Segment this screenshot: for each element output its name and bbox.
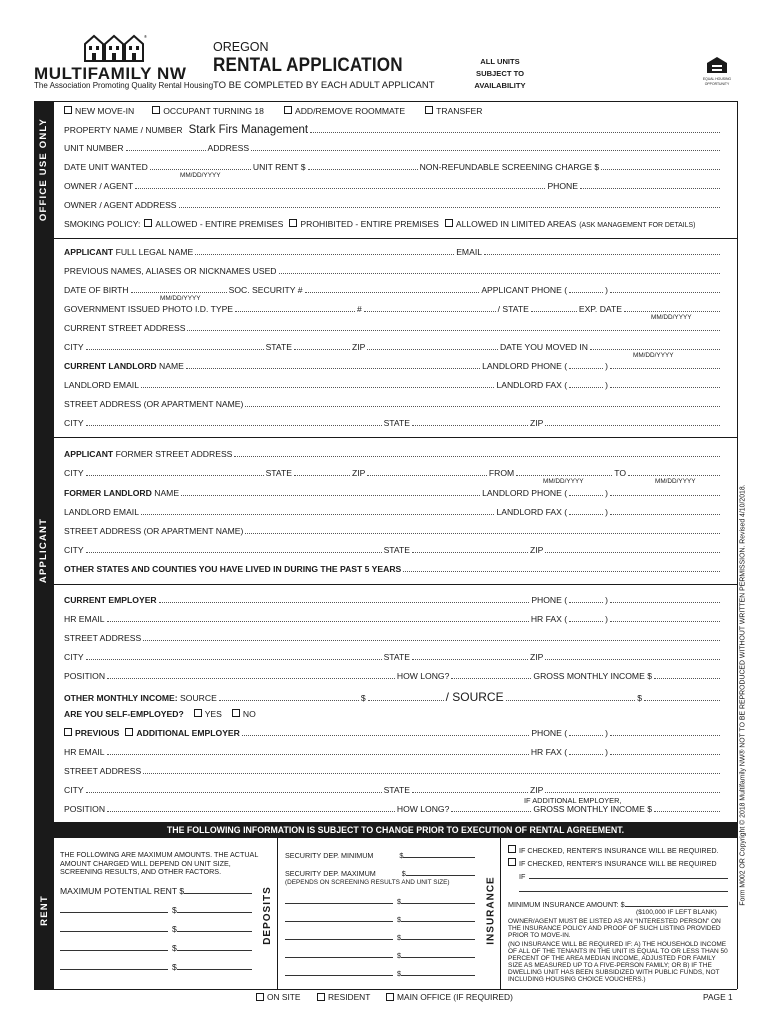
- position-field[interactable]: [107, 671, 395, 679]
- applicant-phone-area-field[interactable]: [569, 285, 603, 293]
- property-row: PROPERTY NAME / NUMBER Stark Firs Management: [64, 124, 722, 136]
- current-landlord-phone-area-field[interactable]: [569, 361, 603, 369]
- current-landlord-street-row: STREET ADDRESS (OR APARTMENT NAME): [64, 399, 722, 409]
- deposit-item-field[interactable]: [285, 896, 393, 904]
- insurance-if-row: IF: [519, 871, 728, 882]
- current-landlord-email-field[interactable]: [141, 380, 494, 388]
- office-checkbox-row: NEW MOVE-IN OCCUPANT TURNING 18 ADD/REMOVE ROOMMATE TRANSFER: [64, 106, 482, 116]
- current-landlord-fax-field[interactable]: [610, 380, 720, 388]
- id-type-field[interactable]: [235, 304, 355, 312]
- applicant-name-row: APPLICANT FULL LEGAL NAME EMAIL: [64, 247, 722, 257]
- owner-agent-row: OWNER / AGENT PHONE: [64, 181, 722, 191]
- position-row: POSITION HOW LONG? GROSS MONTHLY INCOME $: [64, 671, 722, 681]
- self-employed-yes-checkbox[interactable]: [194, 709, 202, 717]
- employer-city-field[interactable]: [86, 652, 382, 660]
- max-rent-field[interactable]: [184, 886, 252, 894]
- brand-name: MULTIFAMILY NW: [34, 64, 187, 83]
- owner-agent-field[interactable]: [135, 181, 545, 189]
- additional-hr-email-row: HR EMAIL HR FAX ( ): [64, 747, 722, 757]
- current-city-field[interactable]: [86, 342, 264, 350]
- owner-address-field[interactable]: [179, 200, 720, 208]
- additional-how-long-field[interactable]: [451, 804, 531, 812]
- add-remove-roommate-checkbox[interactable]: [284, 106, 292, 114]
- divider: [737, 822, 738, 989]
- hr-fax-area-field[interactable]: [569, 614, 603, 622]
- occupant-turning-18-checkbox[interactable]: [152, 106, 160, 114]
- footer-on-site: ON SITE: [256, 992, 301, 1002]
- owner-phone-field[interactable]: [580, 181, 720, 189]
- deposit-amount-field[interactable]: [401, 914, 475, 922]
- divider: [54, 584, 737, 585]
- ssn-field[interactable]: [305, 285, 480, 293]
- former-landlord-name-field[interactable]: [181, 488, 480, 496]
- unit-number-field[interactable]: [126, 143, 206, 151]
- other-income-amount-field[interactable]: [368, 693, 444, 701]
- min-insurance-field[interactable]: [625, 899, 728, 907]
- other-states-field[interactable]: [403, 564, 720, 572]
- divider: [277, 838, 278, 989]
- transfer-checkbox[interactable]: [425, 106, 433, 114]
- date-unit-wanted-field[interactable]: [150, 162, 251, 170]
- rent-item-field[interactable]: [60, 905, 168, 913]
- smoking-limited-checkbox[interactable]: [445, 219, 453, 227]
- divider: [34, 989, 737, 990]
- additional-employer-field[interactable]: [242, 728, 529, 736]
- previous-employer-checkbox[interactable]: [64, 728, 72, 736]
- former-landlord-email-field[interactable]: [141, 507, 494, 515]
- divider: [34, 101, 737, 102]
- equal-housing-logo: EQUAL HOUSING OPPORTUNITY: [702, 56, 732, 86]
- date-format-hint: MM/DD/YYYY: [180, 172, 221, 179]
- resident-checkbox[interactable]: [317, 993, 325, 1001]
- deposit-amount-field[interactable]: [401, 896, 475, 904]
- former-landlord-city-row: CITY STATE ZIP: [64, 545, 722, 555]
- dob-row: DATE OF BIRTH SOC. SECURITY # APPLICANT PHONE ( ): [64, 285, 722, 295]
- self-employed-row: ARE YOU SELF-EMPLOYED? YES NO: [64, 709, 256, 719]
- insurance-blank-note: ($100,000 IF LEFT BLANK): [636, 909, 717, 916]
- min-insurance-row: MINIMUM INSURANCE AMOUNT: $: [508, 899, 728, 910]
- former-landlord-email-row: LANDLORD EMAIL LANDLORD FAX ( ): [64, 507, 722, 517]
- former-landlord-zip-field[interactable]: [545, 545, 720, 553]
- rent-item-field[interactable]: [60, 924, 168, 932]
- former-city-field[interactable]: [86, 468, 264, 476]
- equal-housing-icon: [706, 56, 728, 74]
- date-of-birth-field[interactable]: [131, 285, 227, 293]
- additional-employer-phone-field[interactable]: [610, 728, 720, 736]
- change-notice-banner: THE FOLLOWING INFORMATION IS SUBJECT TO CHANGE PRIOR TO EXECUTION OF RENTAL AGREEMENT.: [54, 822, 737, 838]
- current-street-row: CURRENT STREET ADDRESS: [64, 323, 722, 333]
- page-number: PAGE 1: [703, 992, 733, 1002]
- multifamily-logo: [82, 33, 148, 63]
- former-landlord-state-field[interactable]: [412, 545, 528, 553]
- deposit-row: $: [285, 896, 475, 907]
- deposits-label: DEPOSITS: [261, 885, 273, 945]
- insurance-condition-field[interactable]: [529, 871, 728, 879]
- current-city-row: CITY STATE ZIP DATE YOU MOVED IN: [64, 342, 722, 352]
- smoking-row: SMOKING POLICY: ALLOWED - ENTIRE PREMISES PROHIBITED - ENTIRE PREMISES ALLOWED IN LIMITED AREAS (ASK MANAGEMENT FOR DETAILS): [64, 219, 696, 229]
- former-from-field[interactable]: [516, 468, 612, 476]
- new-move-in-checkbox[interactable]: [64, 106, 72, 114]
- deposit-row: $: [285, 968, 475, 979]
- rent-row: $: [60, 962, 252, 972]
- current-landlord-row: CURRENT LANDLORD NAME LANDLORD PHONE ( ): [64, 361, 722, 371]
- smoking-prohibited-checkbox[interactable]: [289, 219, 297, 227]
- insurance-required-checkbox[interactable]: [508, 845, 516, 853]
- deposit-item-field[interactable]: [285, 968, 393, 976]
- deposit-row: $: [285, 932, 475, 943]
- current-employer-field[interactable]: [159, 595, 530, 603]
- employer-phone-field[interactable]: [610, 595, 720, 603]
- how-long-field[interactable]: [451, 671, 531, 679]
- current-landlord-street-field[interactable]: [245, 399, 720, 407]
- unit-address-field[interactable]: [251, 143, 720, 151]
- interested-person-note: OWNER/AGENT MUST BE LISTED AS AN “INTERESTED PERSON” ON THE INSURANCE POLICY AND PROOF OF SUCH LISTING PROVIDED PRIOR TO MOVE-IN.: [508, 918, 721, 940]
- deposit-item-field[interactable]: [285, 914, 393, 922]
- additional-hr-fax-field[interactable]: [610, 747, 720, 755]
- divider: [54, 437, 737, 438]
- no-insurance-note: (NO INSURANCE WILL BE REQUIRED IF: A) THE HOUSEHOLD INCOME OF ALL OF THE TENANTS IN THE UNIT IS EQUAL TO OR LESS THAN 50 PERCENT OF THE AREA MEDIAN INCOME, ADJUSTED FOR FAMILY SIZE AS MEASURED UP TO A FIVE-PERSON FAMILY; OR B) IF THE DWELLING UNIT HAS BEEN SUBSIDIZED WITH PUBLIC FUNDS, NOT INCLUDING HOUSING CHOICE VOUCHERS.): [508, 941, 728, 984]
- current-landlord-fax-area-field[interactable]: [569, 380, 603, 388]
- hr-email-field[interactable]: [107, 614, 529, 622]
- former-zip-field[interactable]: [367, 468, 487, 476]
- former-landlord-row: FORMER LANDLORD NAME LANDLORD PHONE ( ): [64, 488, 722, 498]
- max-rent-row: MAXIMUM POTENTIAL RENT $: [60, 886, 252, 896]
- employer-state-field[interactable]: [412, 652, 528, 660]
- deposit-row: $: [285, 914, 475, 925]
- unit-number-row: UNIT NUMBER ADDRESS: [64, 143, 722, 153]
- employer-zip-field[interactable]: [545, 652, 720, 660]
- rent-item-field[interactable]: [60, 962, 168, 970]
- deposit-amount-field[interactable]: [401, 968, 475, 976]
- current-landlord-city-row: CITY STATE ZIP: [64, 418, 722, 428]
- current-landlord-name-field[interactable]: [186, 361, 480, 369]
- screening-charge-field[interactable]: [601, 162, 720, 170]
- page-title: RENTAL APPLICATION: [213, 55, 403, 76]
- current-street-field[interactable]: [187, 323, 720, 331]
- deposit-min-row: SECURITY DEP. MINIMUM $: [285, 850, 475, 861]
- deposit-item-field[interactable]: [285, 932, 393, 940]
- rent-note: THE FOLLOWING ARE MAXIMUM AMOUNTS. THE ACTUAL AMOUNT CHARGED WILL DEPEND ON UNIT SIZE, SCREENING RESULTS, AND OTHER FACTORS.: [60, 850, 259, 877]
- deposit-max-row: SECURITY DEP. MAXIMUM $: [285, 868, 475, 879]
- current-state-field[interactable]: [294, 342, 350, 350]
- deposit-row: $: [285, 950, 475, 961]
- office-band-label: OFFICE USE ONLY: [38, 117, 50, 222]
- gov-id-row: GOVERNMENT ISSUED PHOTO I.D. TYPE # / STATE EXP. DATE: [64, 304, 722, 314]
- applicant-phone-field[interactable]: [610, 285, 720, 293]
- current-landlord-zip-field[interactable]: [545, 418, 720, 426]
- additional-gross-income-field[interactable]: [654, 804, 720, 812]
- former-to-field[interactable]: [628, 468, 720, 476]
- additional-position-field[interactable]: [107, 804, 395, 812]
- applicant-band-label: APPLICANT: [38, 517, 50, 583]
- insurance-label: INSURANCE: [485, 875, 497, 945]
- state-label: OREGON: [213, 40, 269, 54]
- deposit-item-field[interactable]: [285, 950, 393, 958]
- availability-note: ALL UNITS SUBJECT TO AVAILABILITY: [474, 57, 526, 90]
- other-states-row: OTHER STATES AND COUNTIES YOU HAVE LIVED IN DURING THE PAST 5 YEARS: [64, 564, 722, 574]
- current-landlord-email-row: LANDLORD EMAIL LANDLORD FAX ( ): [64, 380, 722, 390]
- additional-state-field[interactable]: [412, 785, 528, 793]
- previous-names-field[interactable]: [279, 266, 720, 274]
- rent-amount-field[interactable]: [177, 924, 252, 932]
- current-landlord-city-field[interactable]: [86, 418, 382, 426]
- hr-fax-field[interactable]: [610, 614, 720, 622]
- employer-street-field[interactable]: [143, 633, 720, 641]
- self-employed-no-checkbox[interactable]: [232, 709, 240, 717]
- gross-income-field[interactable]: [654, 671, 720, 679]
- former-landlord-phone-field[interactable]: [610, 488, 720, 496]
- former-landlord-street-row: STREET ADDRESS (OR APARTMENT NAME): [64, 526, 722, 536]
- former-landlord-fax-area-field[interactable]: [569, 507, 603, 515]
- insurance-conditional-row: IF CHECKED, RENTER'S INSURANCE WILL BE REQUIRED: [508, 858, 717, 869]
- former-landlord-phone-area-field[interactable]: [569, 488, 603, 496]
- deposit-amount-field[interactable]: [401, 932, 475, 940]
- other-income-source-2-field[interactable]: [506, 693, 636, 701]
- owner-address-row: OWNER / AGENT ADDRESS: [64, 200, 722, 210]
- id-number-field[interactable]: [364, 304, 496, 312]
- other-income-amount-2-field[interactable]: [644, 693, 720, 701]
- insurance-condition-field-2[interactable]: [519, 884, 728, 892]
- rent-amount-field[interactable]: [177, 943, 252, 951]
- additional-hr-email-field[interactable]: [107, 747, 529, 755]
- other-income-source-field[interactable]: [219, 693, 359, 701]
- property-name-field[interactable]: Stark Firs Management: [188, 124, 309, 136]
- on-site-checkbox[interactable]: [256, 993, 264, 1001]
- footer-main-office: MAIN OFFICE (IF REQUIRED): [386, 992, 513, 1002]
- employer-city-row: CITY STATE ZIP: [64, 652, 722, 662]
- current-landlord-state-field[interactable]: [412, 418, 528, 426]
- copyright-side-note: Form M002 OR Copyright © 2018 Multifamily NW® NOT TO BE REPRODUCED WITHOUT WRITTEN PERMISSION. Revised 4/10/2018.: [739, 484, 747, 906]
- main-office-checkbox[interactable]: [386, 993, 394, 1001]
- additional-position-row: POSITION HOW LONG? GROSS MONTHLY INCOME $: [64, 804, 722, 814]
- current-zip-field[interactable]: [367, 342, 498, 350]
- other-income-row: OTHER MONTHLY INCOME: SOURCE $ / SOURCE $: [64, 690, 722, 704]
- employer-phone-area-field[interactable]: [569, 595, 603, 603]
- full-legal-name-field[interactable]: [195, 247, 454, 255]
- former-city-row: CITY STATE ZIP FROM TO: [64, 468, 722, 478]
- additional-street-row: STREET ADDRESS: [64, 766, 722, 776]
- former-street-row: APPLICANT FORMER STREET ADDRESS: [64, 449, 722, 459]
- footer-resident: RESIDENT: [317, 992, 370, 1002]
- unit-rent-field[interactable]: [308, 162, 418, 170]
- employer-street-row: STREET ADDRESS: [64, 633, 722, 643]
- previous-names-row: PREVIOUS NAMES, ALIASES OR NICKNAMES USED: [64, 266, 722, 276]
- id-state-field[interactable]: [531, 304, 577, 312]
- rent-band-label: RENT: [38, 894, 50, 926]
- insurance-required-row: IF CHECKED, RENTER'S INSURANCE WILL BE REQUIRED.: [508, 845, 719, 856]
- additional-city-field[interactable]: [86, 785, 382, 793]
- additional-city-row: CITY STATE ZIP: [64, 785, 722, 795]
- rent-row: $: [60, 905, 252, 915]
- additional-zip-field[interactable]: [545, 785, 720, 793]
- rent-amount-field[interactable]: [177, 962, 252, 970]
- rent-row: $: [60, 924, 252, 934]
- former-landlord-city-field[interactable]: [86, 545, 382, 553]
- current-landlord-phone-field[interactable]: [610, 361, 720, 369]
- page-subtitle: TO BE COMPLETED BY EACH ADULT APPLICANT: [213, 80, 435, 91]
- deposit-amount-field[interactable]: [401, 950, 475, 958]
- date-moved-in-field[interactable]: [590, 342, 720, 350]
- hr-email-row: HR EMAIL HR FAX ( ): [64, 614, 722, 624]
- svg-text:®: ®: [144, 34, 147, 39]
- insurance-conditional-checkbox[interactable]: [508, 858, 516, 866]
- current-employer-row: CURRENT EMPLOYER PHONE ( ): [64, 595, 722, 605]
- rent-amount-field[interactable]: [177, 905, 252, 913]
- applicant-email-field[interactable]: [484, 247, 720, 255]
- divider: [500, 838, 501, 989]
- additional-employer-checkbox[interactable]: [125, 728, 133, 736]
- smoking-allowed-checkbox[interactable]: [144, 219, 152, 227]
- former-street-field[interactable]: [234, 449, 720, 457]
- former-landlord-fax-field[interactable]: [610, 507, 720, 515]
- brand-tagline: The Association Promoting Quality Rental Housing: [34, 81, 214, 90]
- additional-employer-phone-area-field[interactable]: [569, 728, 603, 736]
- deposit-max-field[interactable]: [406, 868, 475, 876]
- rent-row: $: [60, 943, 252, 953]
- additional-street-field[interactable]: [143, 766, 720, 774]
- id-exp-date-field[interactable]: [624, 304, 720, 312]
- if-additional-note: IF ADDITIONAL EMPLOYER,: [524, 796, 622, 805]
- additional-employer-row: PREVIOUS ADDITIONAL EMPLOYER PHONE ( ): [64, 728, 722, 738]
- additional-hr-fax-area-field[interactable]: [569, 747, 603, 755]
- divider: [34, 238, 737, 239]
- former-state-field[interactable]: [294, 468, 350, 476]
- deposit-min-field[interactable]: [403, 850, 475, 858]
- deposit-depends-note: (DEPENDS ON SCREENING RESULTS AND UNIT SIZE): [285, 879, 450, 886]
- rent-item-field[interactable]: [60, 943, 168, 951]
- date-wanted-row: DATE UNIT WANTED UNIT RENT $ NON-REFUNDABLE SCREENING CHARGE $: [64, 162, 722, 172]
- former-landlord-street-field[interactable]: [245, 526, 720, 534]
